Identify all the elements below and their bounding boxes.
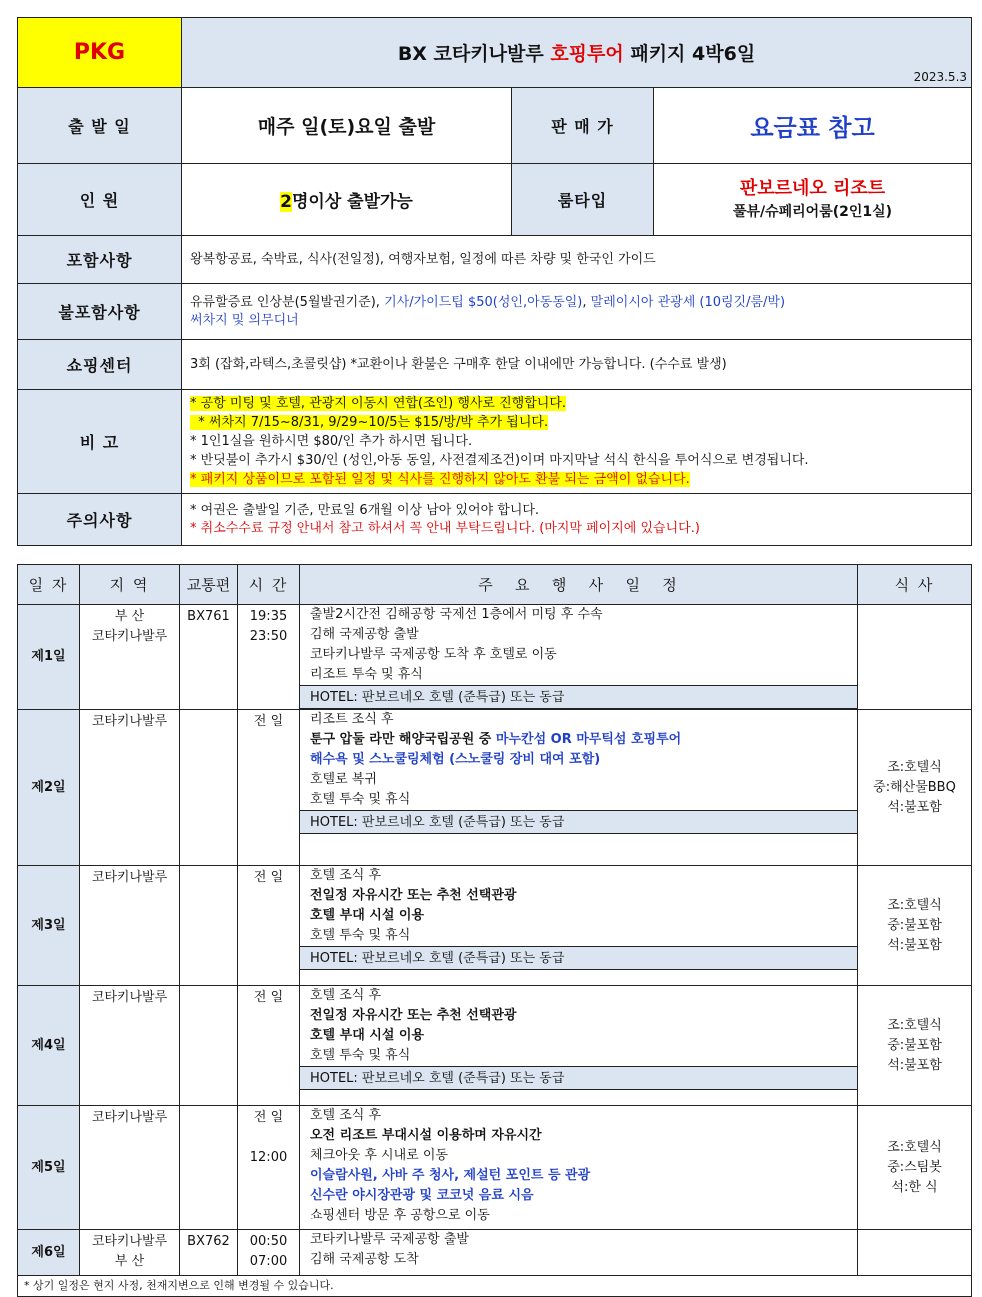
itinerary-body	[18, 605, 972, 1276]
time-value: 07:00	[249, 1254, 288, 1269]
meal-item: 중:해산물BBQ	[873, 779, 956, 795]
schedule-line: 호텔 부대 시설 이용	[310, 908, 425, 923]
time-value: 전 일	[253, 990, 284, 1005]
day-label: 제6일	[18, 1230, 80, 1276]
meal-item: 중:스팀봇	[887, 1159, 942, 1175]
remarks-label: 비 고	[18, 390, 182, 494]
flight-number: BX762	[180, 1230, 238, 1276]
meal-item: 석:불포함	[887, 937, 942, 953]
meal-cell	[858, 1106, 972, 1230]
meal-item: 조:호텔식	[887, 1139, 942, 1155]
region-name: 부 산	[114, 609, 145, 624]
schedule-line: 쇼핑센터 방문 후 공항으로 이동	[310, 1208, 490, 1223]
meal-item: 중:불포함	[887, 917, 942, 933]
remark-line: * 반딧불이 추가시 $30/인 (성인,아동 동일, 사전결제조건)이며 마지막날 석식 한식을 투어식으로 변경됩니다.	[190, 453, 809, 468]
flight-number	[180, 866, 238, 986]
people-label: 인 원	[18, 164, 182, 236]
schedule-lines	[300, 986, 857, 1066]
time-value: 전 일	[253, 870, 284, 885]
schedule-line: 코타키나발루 국제공항 도착 후 호텔로 이동	[310, 647, 557, 662]
header-time: 시 간	[238, 565, 300, 605]
schedule-cell	[300, 986, 858, 1106]
time-cell	[238, 866, 300, 986]
time-value: 23:50	[249, 629, 288, 644]
itinerary-footer-note: * 상기 일정은 현지 사정, 천재지변으로 인해 변경될 수 있습니다.	[18, 1276, 972, 1297]
time-cell	[238, 605, 300, 710]
day-row	[18, 986, 972, 1106]
time-value: 전 일	[253, 714, 284, 729]
schedule-line: 호텔 조식 후	[310, 868, 382, 883]
day-label: 제2일	[18, 710, 80, 866]
remarks-value	[182, 390, 972, 494]
departure-value: 매주 일(토)요일 출발	[182, 88, 512, 164]
schedule-line: 해수욕 및 스노쿨링체험 (스노쿨링 장비 대여 포함)	[310, 752, 601, 767]
flight-number: BX761	[180, 605, 238, 710]
region-cell	[80, 1230, 180, 1276]
header-schedule: 주 요 행 사 일 정	[300, 565, 858, 605]
day-label: 제3일	[18, 866, 80, 986]
region-cell	[80, 986, 180, 1106]
schedule-line: 전일정 자유시간 또는 추천 선택관광	[310, 888, 517, 903]
day-row	[18, 710, 972, 866]
schedule-line: 리조트 투숙 및 휴식	[310, 667, 423, 682]
remark-line: * 써차지 7/15~8/31, 9/29~10/5는 $15/방/박 추가 됩니다.	[190, 415, 549, 430]
meal-cell	[858, 1230, 972, 1276]
header-meals: 식 사	[858, 565, 972, 605]
meal-cell	[858, 866, 972, 986]
schedule-line: 호텔 투숙 및 휴식	[310, 928, 411, 943]
hotel-info: HOTEL: 판보르네오 호텔 (준특급) 또는 동급	[300, 810, 858, 834]
room-type-label: 룸타입	[512, 164, 654, 236]
schedule-line: 호텔 조식 후	[310, 988, 382, 1003]
schedule-cell	[300, 1230, 858, 1276]
region-cell	[80, 866, 180, 986]
meal-item: 조:호텔식	[887, 897, 942, 913]
day-row	[18, 1230, 972, 1276]
schedule-lines	[300, 710, 857, 810]
schedule-line: 이슬람사원, 사바 주 청사, 제설턴 포인트 등 관광	[310, 1168, 591, 1183]
region-cell	[80, 1106, 180, 1230]
region-name: 부 산	[114, 1254, 145, 1269]
meal-item: 석:불포함	[887, 799, 942, 815]
time-value	[238, 1128, 299, 1148]
meal-cell	[858, 605, 972, 710]
itinerary-header-row	[18, 565, 972, 605]
people-value: 2명이상 출발가능	[182, 164, 512, 236]
time-cell	[238, 986, 300, 1106]
schedule-line: 오전 리조트 부대시설 이용하며 자유시간	[310, 1128, 542, 1143]
time-cell	[238, 710, 300, 866]
schedule-cell	[300, 710, 858, 866]
meal-item: 중:불포함	[887, 1037, 942, 1053]
schedule-line: 출발2시간전 김해공항 국제선 1층에서 미팅 후 수속	[310, 607, 603, 622]
price-value: 요금표 참고	[654, 88, 972, 164]
meal-cell	[858, 986, 972, 1106]
hotel-info: HOTEL: 판보르네오 호텔 (준특급) 또는 동급	[300, 1066, 858, 1090]
region-name: 코타키나발루	[91, 714, 168, 729]
schedule-line: 김해 국제공항 출발	[310, 627, 419, 642]
region-name: 코타키나발루	[91, 870, 168, 885]
flight-number	[180, 710, 238, 866]
schedule-line: 툰구 압둘 라만 해양국립공원 중 마누칸섬 OR 마무틱섬 호핑투어	[310, 732, 682, 747]
region-name: 코타키나발루	[91, 1110, 168, 1125]
schedule-line: 호텔 부대 시설 이용	[310, 1028, 425, 1043]
schedule-line: 신수란 야시장관광 및 코코넛 음료 시음	[310, 1188, 534, 1203]
header-region: 지 역	[80, 565, 180, 605]
header-day: 일 자	[18, 565, 80, 605]
shopping-value: 3회 (잡화,라텍스,초콜릿샵) *교환이나 환불은 구매후 한달 이내에만 가능합니다. (수수료 발생)	[182, 340, 972, 390]
schedule-cell	[300, 605, 858, 710]
schedule-line: 리조트 조식 후	[310, 712, 394, 727]
package-info-table	[17, 17, 972, 546]
schedule-lines	[300, 1106, 857, 1226]
remark-line: * 1인1실을 원하시면 $80/인 추가 하시면 됩니다.	[190, 434, 473, 449]
schedule-lines	[300, 1230, 857, 1270]
day-row	[18, 866, 972, 986]
pkg-badge: PKG	[18, 18, 182, 88]
hotel-info: HOTEL: 판보르네오 호텔 (준특급) 또는 동급	[300, 946, 858, 970]
header-transport: 교통편	[180, 565, 238, 605]
meal-item: 석:한 식	[891, 1179, 938, 1195]
day-label: 제1일	[18, 605, 80, 710]
schedule-line: 호텔 투숙 및 휴식	[310, 792, 411, 807]
package-title: BX 코타키나발루 호핑투어 패키지 4박6일 2023.5.3	[182, 18, 972, 88]
schedule-lines	[300, 866, 857, 946]
region-name: 코타키나발루	[91, 629, 168, 644]
meal-item: 석:불포함	[887, 1057, 942, 1073]
region-name: 코타키나발루	[91, 990, 168, 1005]
schedule-line: 전일정 자유시간 또는 추천 선택관광	[310, 1008, 517, 1023]
time-value: 12:00	[249, 1150, 288, 1165]
region-cell	[80, 605, 180, 710]
day-label: 제5일	[18, 1106, 80, 1230]
room-type-value: 판보르네오 리조트 풀뷰/슈페리어룸(2인1실)	[654, 164, 972, 236]
flight-number	[180, 1106, 238, 1230]
remark-line: * 패키지 상품이므로 포함된 일정 및 식사를 진행하지 않아도 환불 되는 금액이 없습니다.	[190, 472, 690, 487]
time-cell	[238, 1106, 300, 1230]
time-value: 00:50	[249, 1234, 288, 1249]
region-name: 코타키나발루	[91, 1234, 168, 1249]
schedule-line: 김해 국제공항 도착	[310, 1252, 419, 1267]
schedule-cell	[300, 866, 858, 986]
itinerary-table	[17, 564, 972, 1297]
day-label: 제4일	[18, 986, 80, 1106]
price-label: 판 매 가	[512, 88, 654, 164]
include-label: 포함사항	[18, 236, 182, 284]
schedule-line: 코타키나발루 국제공항 출발	[310, 1232, 469, 1247]
region-cell	[80, 710, 180, 866]
schedule-line: 호텔 투숙 및 휴식	[310, 1048, 411, 1063]
schedule-lines	[300, 605, 857, 685]
day-row	[18, 605, 972, 710]
include-value: 왕복항공료, 숙박료, 식사(전일정), 여행자보험, 일정에 따른 차량 및 한국인 가이드	[182, 236, 972, 284]
schedule-line: 호텔로 복귀	[310, 772, 377, 787]
meal-cell	[858, 710, 972, 866]
exclude-label: 불포함사항	[18, 284, 182, 340]
hotel-info: HOTEL: 판보르네오 호텔 (준특급) 또는 동급	[300, 685, 858, 709]
meal-item: 조:호텔식	[887, 759, 942, 775]
caution-label: 주의사항	[18, 494, 182, 546]
schedule-line: 체크아웃 후 시내로 이동	[310, 1148, 448, 1163]
exclude-value: 유류할증료 인상분(5월발권기준), 기사/가이드팁 $50(성인,아동동일), 말레이시아 관광세 (10링깃/룸/박) 써차지 및 의무디너	[182, 284, 972, 340]
schedule-cell	[300, 1106, 858, 1230]
schedule-line: 호텔 조식 후	[310, 1108, 382, 1123]
day-row	[18, 1106, 972, 1230]
shopping-label: 쇼핑센터	[18, 340, 182, 390]
time-value: 19:35	[249, 609, 288, 624]
meal-item: 조:호텔식	[887, 1017, 942, 1033]
time-value: 전 일	[253, 1110, 284, 1125]
remark-line: * 공항 미팅 및 호텔, 관광지 이동시 연합(조인) 행사로 진행합니다.	[190, 396, 567, 411]
time-cell	[238, 1230, 300, 1276]
departure-label: 출 발 일	[18, 88, 182, 164]
caution-value: * 여권은 출발일 기준, 만료일 6개월 이상 남아 있어야 합니다. * 취소수수료 규정 안내서 참고 하셔서 꼭 안내 부탁드립니다. (마지막 페이지에 있습니다.)	[182, 494, 972, 546]
flight-number	[180, 986, 238, 1106]
document-date: 2023.5.3	[913, 70, 968, 84]
